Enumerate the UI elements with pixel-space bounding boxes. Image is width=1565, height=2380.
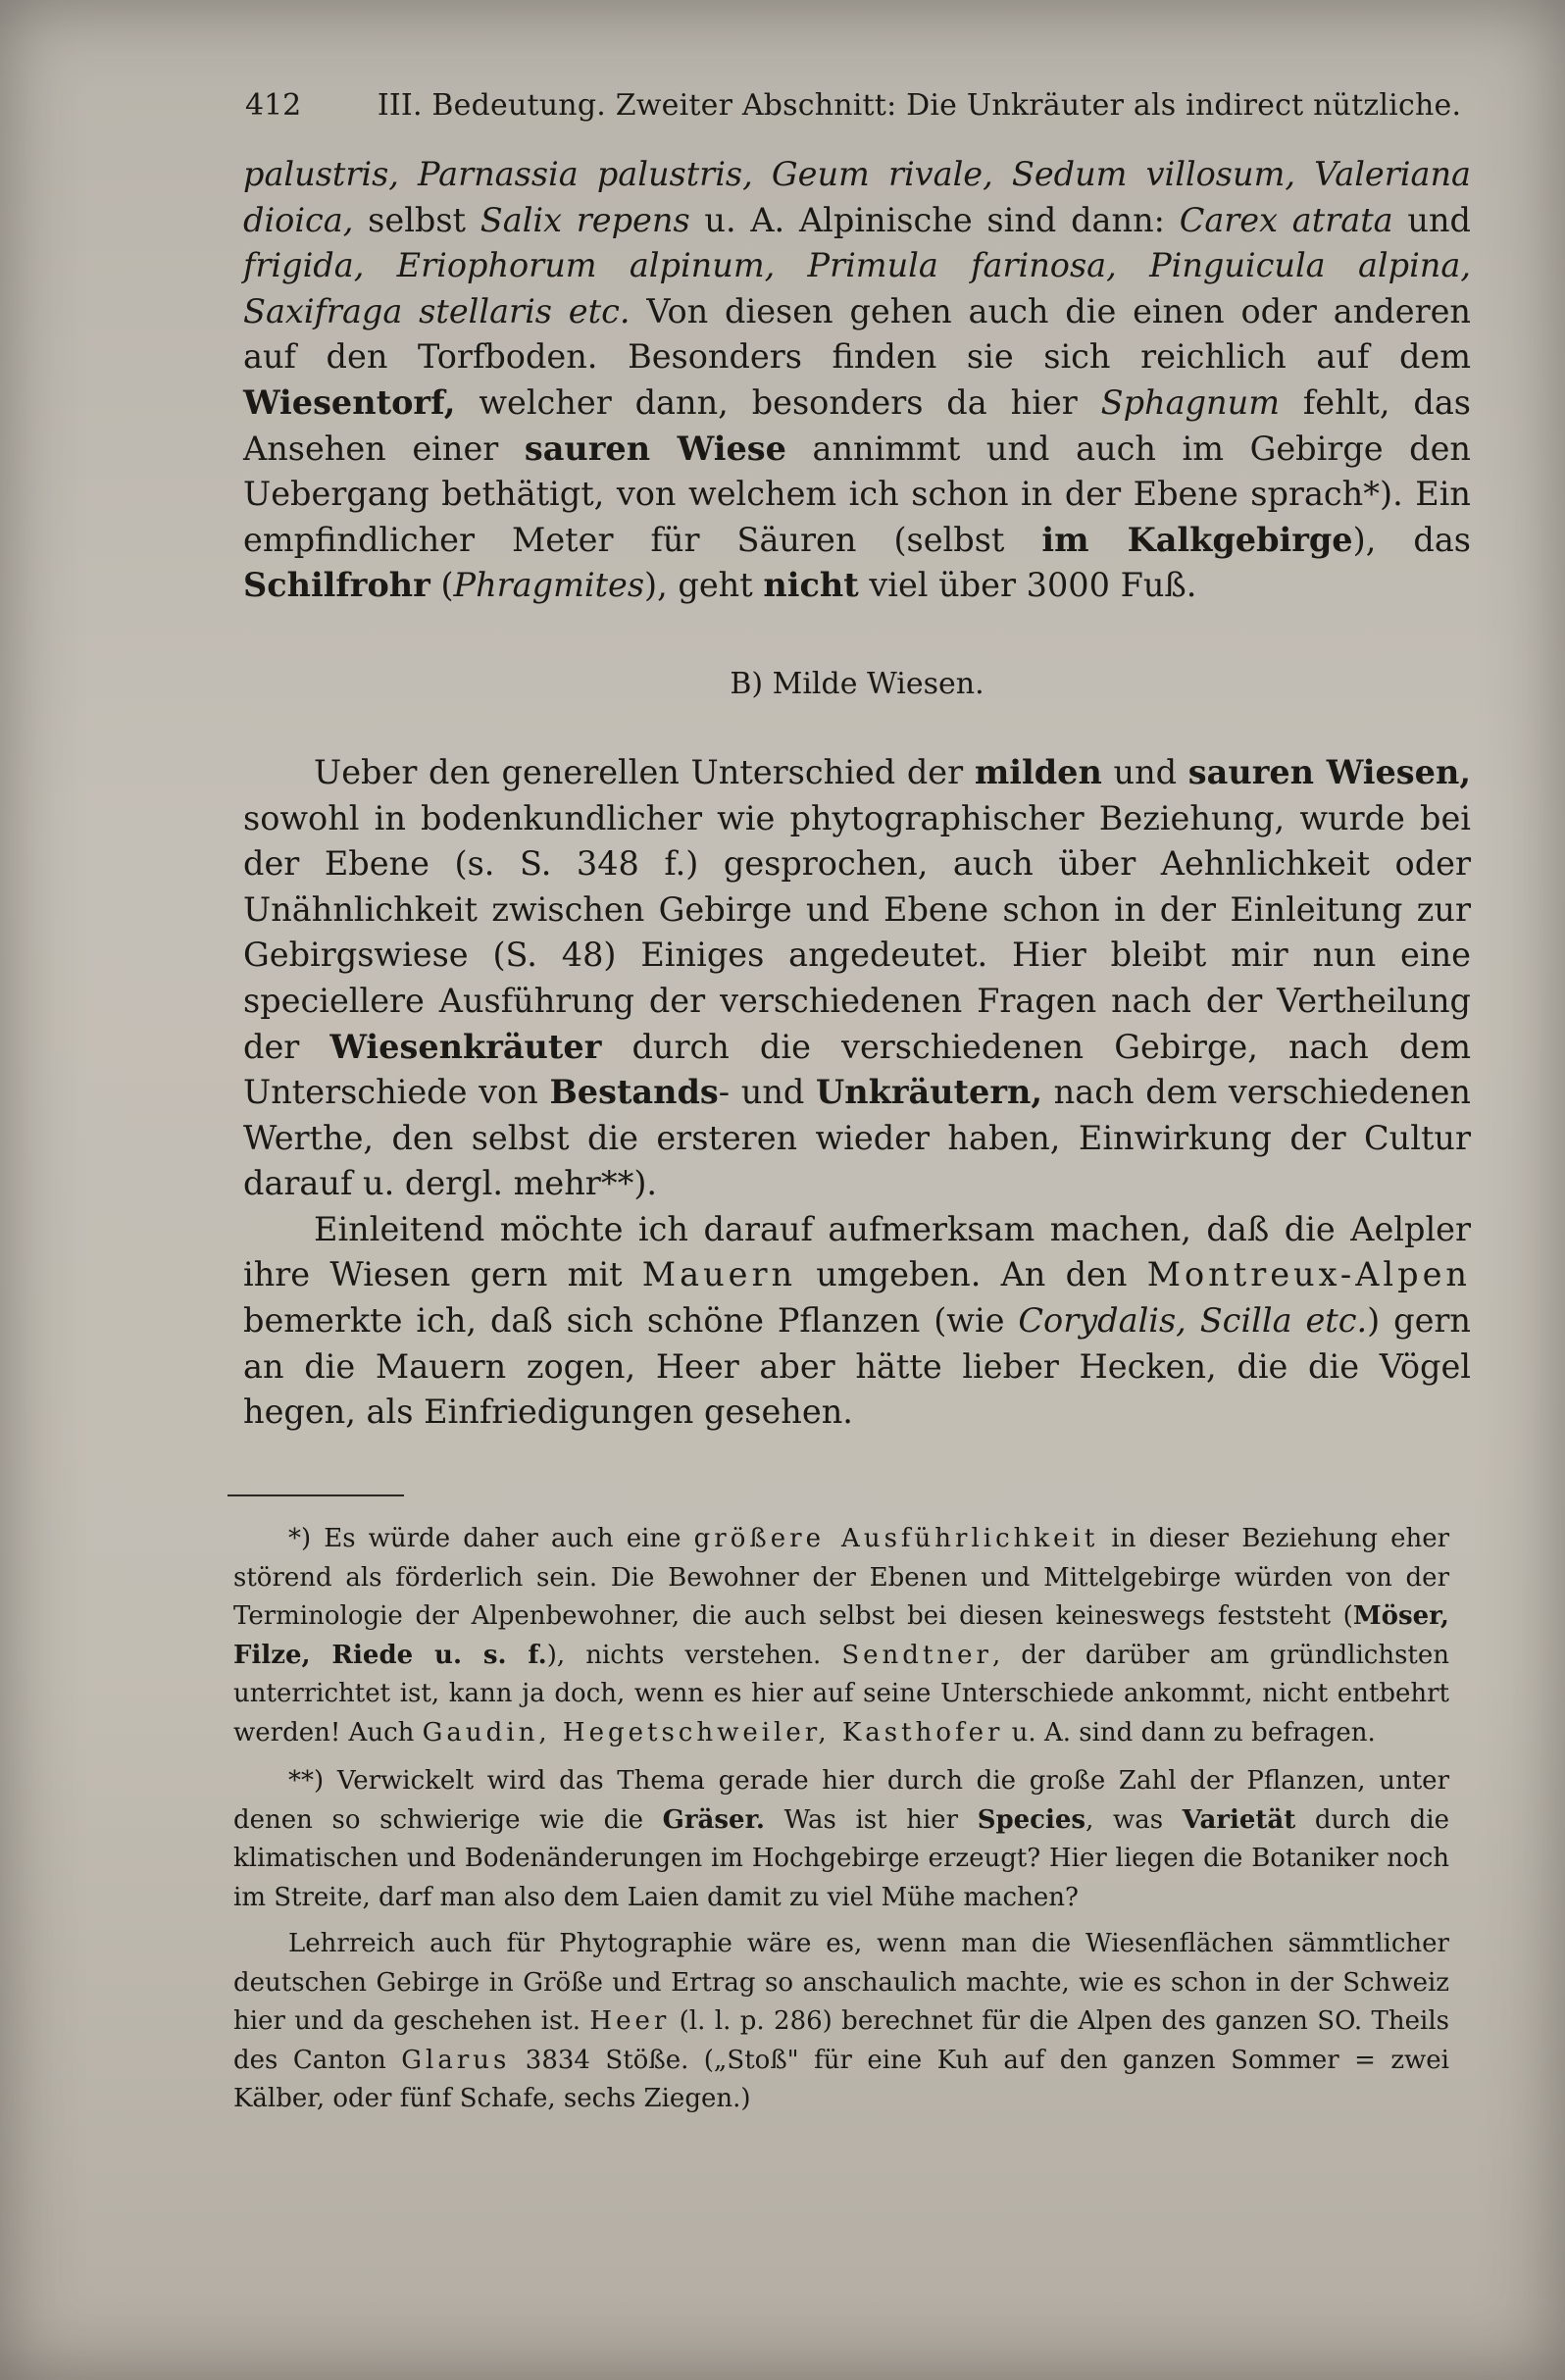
species-name: Corydalis, Scilla etc.: [1018, 1301, 1368, 1341]
species-name: Phragmites: [453, 566, 645, 605]
footnote-divider: [227, 1494, 404, 1496]
spaced-emphasis: Montreux-Alpen: [1146, 1255, 1471, 1294]
text-run: und: [1392, 200, 1471, 239]
emphasis: sauren Wiesen,: [1187, 752, 1471, 791]
emphasis: Wiesenkräuter: [329, 1027, 602, 1066]
text-run: , der darüber am gründlichsten unterrichtet ist, kann ja doch, wenn es hier auf seine Unterschiede ankommt, nicht entbehrt werden! Auch: [233, 1640, 1449, 1747]
emphasis: Varietät: [1182, 1804, 1296, 1835]
text-run: nach dem verschiedenen Werthe, den selbst die ersteren wieder haben, Einwirkung der Cultur darauf u. dergl. mehr**).: [243, 1073, 1472, 1203]
text-run: ), nichts verstehen.: [546, 1640, 842, 1670]
text-run: **) Verwickelt wird das Thema gerade hier durch die große Zahl der Pflanzen, unter denen so schwierige wie die: [233, 1766, 1449, 1835]
text-run: u. A. Alpinische sind dann:: [689, 200, 1180, 239]
emphasis: sauren Wiese: [524, 429, 786, 468]
text-run: durch die verschiedenen Gebirge, nach dem Unterschiede von: [243, 1027, 1471, 1112]
text-run: u. A. sind dann zu befragen.: [1003, 1717, 1376, 1747]
emphasis: milden: [974, 752, 1102, 791]
text-run: (l. l. p. 286) berechnet für die Alpen des ganzen SO. Theils des Canton: [233, 2006, 1450, 2075]
species-name: Carex atrata: [1179, 200, 1393, 239]
emphasis: Möser, Filze, Riede u. s. f.: [233, 1601, 1449, 1670]
text-run: bemerkte ich, daß sich schöne Pflanzen (wie: [243, 1301, 1019, 1341]
text-run: selbst: [353, 200, 480, 239]
emphasis: Schilfrohr: [243, 566, 430, 605]
text-run: fehlt, das Ansehen einer: [243, 382, 1471, 468]
text-run: annimmt und auch im Gebirge den Uebergang bethätigt, von welchem ich schon in der Ebene sprach*). Ein empfindlicher Meter für Säuren (selbst: [243, 429, 1472, 559]
emphasis: Bestands: [549, 1073, 719, 1112]
text-run: ), das: [1352, 520, 1471, 559]
text-run: und: [1101, 752, 1188, 791]
section-heading: B) Milde Wiesen.: [730, 666, 984, 701]
species-list: frigida, Eriophorum alpinum, Primula farinosa, Pinguicula alpina, Saxifraga stellaris etc.: [243, 246, 1471, 330]
footnote-2-continued: [233, 1925, 1449, 2119]
page-number: 412: [245, 88, 302, 123]
spaced-emphasis: Gaudin, Hegetschweiler, Kasthofer: [422, 1717, 1004, 1747]
paragraph-continued: [243, 152, 1471, 609]
spaced-emphasis: Glarus: [401, 2045, 511, 2075]
emphasis: Gräser.: [662, 1804, 765, 1835]
text-run: viel über 3000 Fuß.: [858, 566, 1197, 605]
text-run: 3834 Stöße. („Stoß" für eine Kuh auf den ganzen Sommer = zwei Kälber, oder fünf Schafe, sechs Ziegen.): [233, 2045, 1449, 2113]
text-run: durch die klimatischen und Bodenänderungen im Hochgebirge erzeugt? Hier liegen die Botaniker noch im Streite, darf man also dem Laien damit zu viel Mühe machen?: [233, 1804, 1449, 1912]
species-name: Salix repens: [480, 200, 690, 239]
body-text: [243, 152, 1471, 1436]
paragraph: [243, 750, 1471, 1207]
text-run: Lehrreich auch für Phytographie wäre es, wenn man die Wiesenflächen sämmtlicher deutschen Gebirge in Größe und Ertrag so anschaulich machte, wie es schon in der Schweiz hier und da geschehen ist.: [233, 1929, 1449, 2036]
spaced-emphasis: größere Ausführlichkeit: [693, 1524, 1099, 1553]
emphasis: Species: [977, 1804, 1086, 1835]
text-run: sowohl in bodenkundlicher wie phytographischer Beziehung, wurde bei der Ebene (s. S. 348 f.) gesprochen, auch über Aehnlichkeit oder Unähnlichkeit zwischen Gebirge und Ebene schon in der Einleitung zur Gebirgswiese (S. 48) Einiges angedeutet. Hier bleibt mir nun eine speciellere Ausführung der verschiedenen Fragen nach der Vertheilung der: [243, 798, 1471, 1066]
footnote-2: [233, 1762, 1449, 1917]
footnote-1: [233, 1520, 1449, 1752]
text-run: Ueber den generellen Unterschied der: [314, 752, 975, 791]
text-run: - und: [718, 1073, 817, 1112]
species-name: Sphagnum: [1100, 382, 1280, 422]
text-run: (: [429, 566, 454, 605]
text-run: ) gern an die Mauern zogen, Heer aber hätte lieber Hecken, die die Vögel hegen, als Einfriedigungen gesehen.: [243, 1301, 1472, 1432]
spaced-emphasis: Heer: [589, 2006, 671, 2036]
text-run: Was ist hier: [764, 1804, 978, 1835]
footnotes: [233, 1520, 1449, 2119]
emphasis: Unkräutern,: [816, 1073, 1042, 1112]
emphasis: im Kalkgebirge: [1041, 520, 1353, 559]
text-run: Von diesen gehen auch die einen oder anderen auf den Torfboden. Besonders finden sie sich reichlich auf dem: [243, 291, 1471, 377]
text-run: umgeben. An den: [796, 1255, 1147, 1294]
text-run: in dieser Beziehung eher störend als förderlich sein. Die Bewohner der Ebenen und Mittelgebirge würden von der Terminologie der Alpenbewohner, die auch selbst bei diesen keineswegs feststeht (: [233, 1524, 1450, 1631]
emphasis: nicht: [763, 566, 859, 605]
text-run: ), geht: [644, 566, 764, 605]
text-run: , was: [1085, 1804, 1183, 1835]
species-list: palustris, Parnassia palustris, Geum rivale, Sedum villosum, Valeriana dioica,: [243, 155, 1471, 239]
running-head: III. Bedeutung. Zweiter Abschnitt: Die Unkräuter als indirect nützliche.: [377, 88, 1462, 123]
emphasis: Wiesentorf,: [243, 382, 456, 422]
text-run: welcher dann, besonders da hier: [455, 382, 1101, 422]
text-run: Einleitend möchte ich darauf aufmerksam machen, daß die Aelpler ihre Wiesen gern mit: [243, 1209, 1471, 1294]
page-header: [245, 84, 1462, 127]
text-run: *) Es würde daher auch eine: [288, 1524, 694, 1553]
paragraph: [243, 1207, 1471, 1436]
spaced-emphasis: Mauern: [641, 1255, 797, 1294]
spaced-emphasis: Sendtner: [841, 1640, 992, 1670]
